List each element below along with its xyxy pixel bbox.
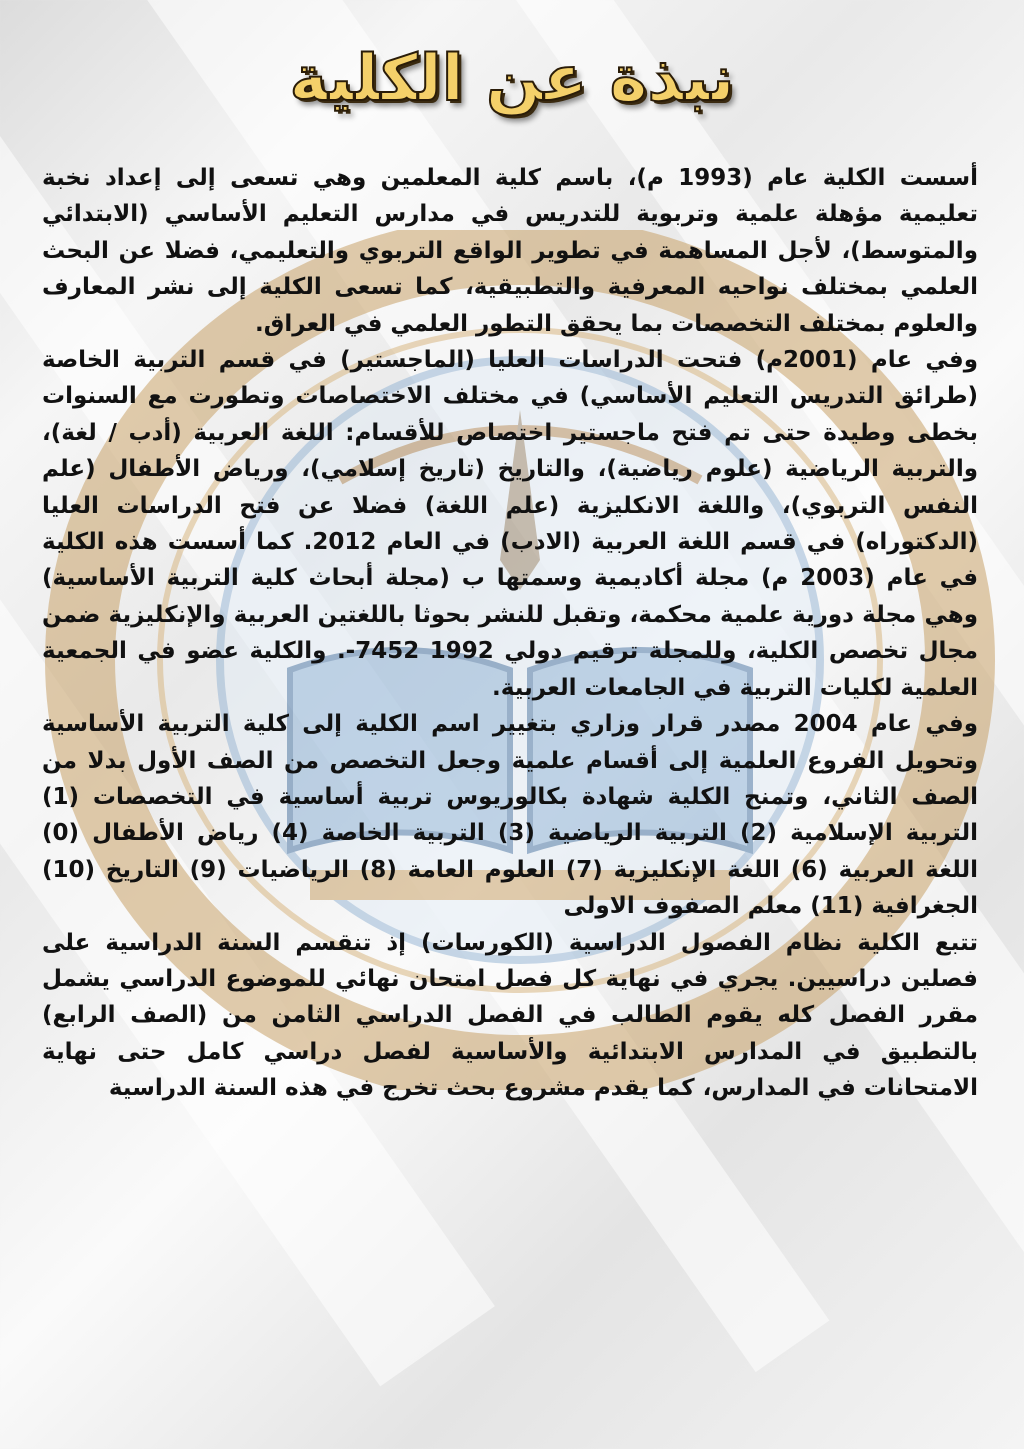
- paragraph-founding: أسست الكلية عام (1993 م)، باسم كلية المعلمين وهي تسعى إلى إعداد نخبة تعليمية مؤهلة علمية وتربوية للتدريس في مدارس التعليم الأساسي (الابتدائي والمتوسط)، لأجل المساهمة في تطوير الواقع التربوي والتعليمي، فضلا عن البحث العلمي بمختلف نواحيه المعرفية والتطبيقية، كما تسعى الكلية إلى نشر المعارف والعلوم بمختلف التخصصات بما يحقق التطور العلمي في العراق.: [42, 165, 978, 337]
- page-title: نبذة عن الكلية: [289, 42, 735, 116]
- paragraph-renaming: وفي عام 2004 مصدر قرار وزاري بتغيير اسم الكلية إلى كلية التربية الأساسية وتحويل الفروع العلمية إلى أقسام علمية وجعل التخصص من الصف الأول بدلا من الصف الثاني، وتمنح الكلية شهادة بكالوريوس تربية أساسية في التخصصات (1) التربية الإسلامية (2) التربية الرياضية (3) التربية الخاصة (4) رياض الأطفال (0) اللغة العربية (6) اللغة الإنكليزية (7) العلوم العامة (8) الرياضيات (9) التاريخ (10) الجغرافية (11) معلم الصفوف الاولى: [42, 711, 978, 920]
- body-text: [42, 160, 978, 1107]
- paragraph-semester-system: تتبع الكلية نظام الفصول الدراسية (الكورسات) إذ تنقسم السنة الدراسية على فصلين دراسيين. يجري في نهاية كل فصل امتحان نهائي للموضوع الدراسي يشمل مقرر الفصل كله يقوم الطالب في الفصل الدراسي الثامن من (الصف الرابع) بالتطبيق في المدارس الابتدائية والأساسية لفصل دراسي كامل حتى نهاية الامتحانات في المدارس، كما يقدم مشروع بحث تخرج في هذه السنة الدراسية: [42, 929, 978, 1102]
- paragraph-graduate-studies: وفي عام (2001م) فتحت الدراسات العليا (الماجستير) في قسم التربية الخاصة (طرائق التدريس التعليم الأساسي) في مختلف الاختصاصات وتطورت مع السنوات بخطى وطيدة حتى تم فتح ماجستير اختصاص للأقسام: اللغة العربية (أدب / لغة)، والتربية الرياضية (علوم رياضية)، والتاريخ (تاريخ إسلامي)، ورياض الأطفال (علم النفس التربوي)، واللغة الانكليزية (علم اللغة) فضلا عن فتح الدراسات العليا (الدكتوراه) في قسم اللغة العربية (الادب) في العام 2012. كما أسست هذه الكلية في عام (2003 م) مجلة أكاديمية وسمتها ب (مجلة أبحاث كلية التربية الأساسية) وهي مجلة دورية علمية محكمة، وتقبل للنشر بحوثا باللغتين العربية والإنكليزية ضمن مجال تخصص الكلية، وللمجلة ترقيم دولي 1992 7452-. والكلية عضو في الجمعية العلمية لكليات التربية في الجامعات العربية.: [42, 347, 979, 701]
